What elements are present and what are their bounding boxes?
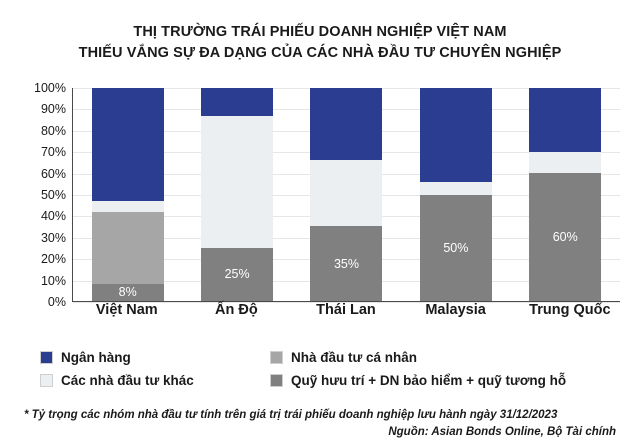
title-line-1: THỊ TRƯỜNG TRÁI PHIẾU DOANH NGHIỆP VIỆT NAM — [133, 24, 507, 40]
x-axis-label: Việt Nam — [95, 302, 158, 318]
x-axis-label: Malaysia — [425, 302, 486, 318]
footnote-source: Nguồn: Asian Bonds Online, Bộ Tài chính — [388, 426, 616, 438]
footnote-methodology: * Tỷ trọng các nhóm nhà đầu tư tính trên giá trị trái phiếu doanh nghiệp lưu hành ngày 31/12/2023 — [24, 409, 558, 421]
bar-segment[interactable] — [201, 248, 273, 301]
bar-column[interactable] — [92, 88, 164, 301]
legend-label: Nhà đầu tư cá nhân — [291, 350, 418, 365]
bar-segment[interactable] — [92, 284, 164, 301]
y-axis-labels — [20, 80, 66, 309]
bar-series — [73, 88, 620, 301]
y-axis-tick: 100% — [34, 81, 66, 95]
x-axis-label: Ấn Độ — [215, 302, 258, 318]
y-axis-tick: 20% — [40, 252, 66, 267]
legend-swatch-icon — [270, 374, 283, 387]
legend-swatch-icon — [40, 374, 53, 387]
chart-area — [0, 80, 640, 310]
legend-item[interactable] — [40, 350, 258, 365]
legend-swatch-icon — [270, 351, 283, 364]
legend-label: Ngân hàng — [61, 350, 131, 365]
y-axis-tick: 90% — [40, 102, 66, 117]
y-axis-tick: 50% — [40, 188, 66, 202]
y-axis-tick: 60% — [40, 166, 66, 181]
y-axis-tick: 80% — [40, 123, 66, 138]
bar-segment[interactable] — [310, 88, 382, 160]
y-axis-tick: 0% — [47, 295, 66, 309]
plot-area — [72, 88, 620, 302]
y-axis-tick: 30% — [40, 230, 66, 245]
legend-item[interactable] — [40, 373, 258, 388]
page-title — [0, 22, 640, 64]
bar-segment[interactable] — [310, 226, 382, 301]
bar-segment[interactable] — [92, 88, 164, 201]
chart-legend — [40, 350, 600, 388]
bar-column[interactable] — [201, 88, 273, 301]
x-axis-label: Thái Lan — [316, 302, 376, 318]
bar-value-label: 35% — [333, 256, 359, 271]
legend-swatch-icon — [40, 351, 53, 364]
bar-segment[interactable] — [420, 195, 492, 302]
bar-value-label: 25% — [224, 267, 250, 282]
x-axis-labels — [72, 302, 620, 318]
x-axis-label: Trung Quốc — [529, 302, 611, 318]
bar-value-label: 60% — [552, 230, 578, 245]
bar-column[interactable] — [529, 88, 601, 301]
legend-label: Các nhà đầu tư khác — [61, 373, 194, 388]
y-axis-tick: 70% — [40, 145, 66, 160]
bar-segment[interactable] — [420, 182, 492, 195]
bar-segment[interactable] — [529, 88, 601, 152]
title-line-2: THIẾU VẮNG SỰ ĐA DẠNG CỦA CÁC NHÀ ĐẦU TƯ CHUYÊN NGHIỆP — [78, 45, 562, 61]
bar-segment[interactable] — [529, 173, 601, 301]
bar-column[interactable] — [420, 88, 492, 301]
bar-column[interactable] — [310, 88, 382, 301]
legend-label: Quỹ hưu trí + DN bảo hiểm + quỹ tương hỗ — [291, 373, 567, 388]
bar-segment[interactable] — [92, 212, 164, 284]
legend-item[interactable] — [270, 373, 600, 388]
bar-segment[interactable] — [529, 152, 601, 173]
bar-value-label: 8% — [118, 285, 137, 300]
bar-segment[interactable] — [201, 116, 273, 248]
bar-segment[interactable] — [310, 160, 382, 226]
y-axis-tick: 40% — [40, 209, 66, 224]
bar-segment[interactable] — [420, 88, 492, 182]
bar-segment[interactable] — [201, 88, 273, 116]
bar-value-label: 50% — [443, 240, 469, 255]
bar-segment[interactable] — [92, 201, 164, 212]
legend-item[interactable] — [270, 350, 600, 365]
y-axis-tick: 10% — [40, 273, 66, 288]
